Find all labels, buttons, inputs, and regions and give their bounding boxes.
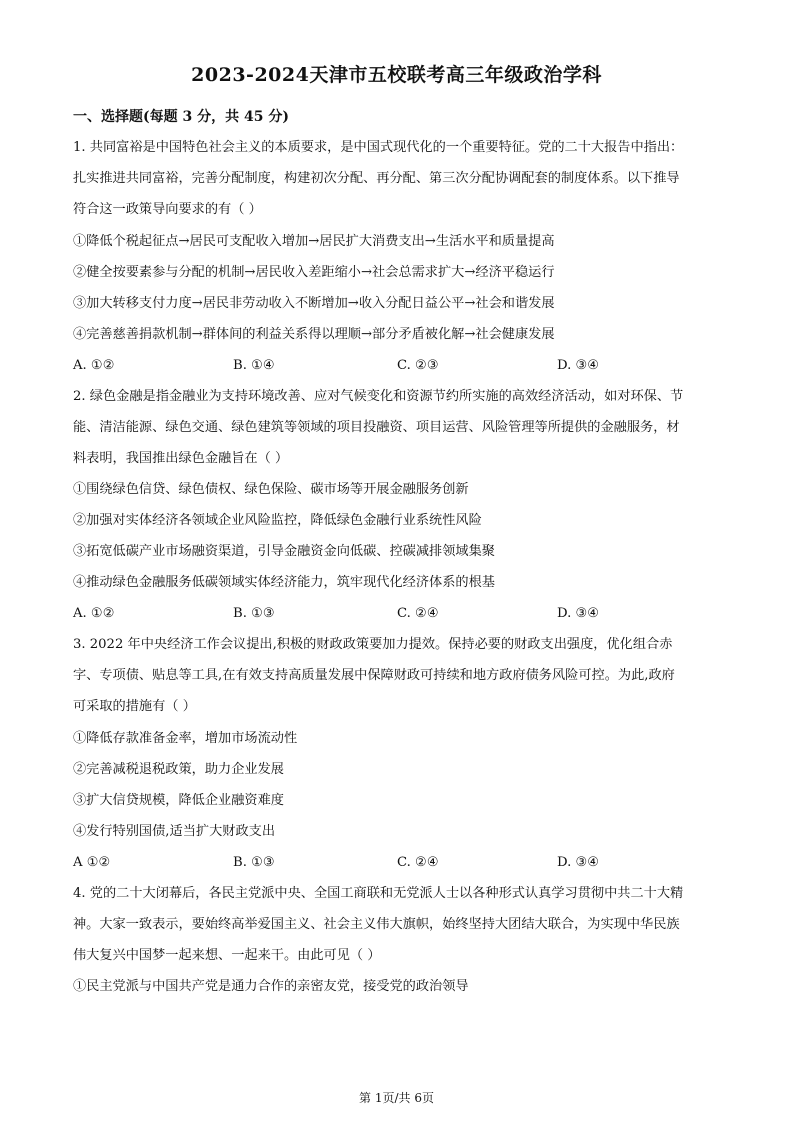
question-2-option-a: A. ①② <box>73 606 115 621</box>
question-3-option-c: C. ②④ <box>397 855 439 870</box>
question-1-stem-line-1: 1. 共同富裕是中国特色社会主义的本质要求，是中国式现代化的一个重要特征。党的二十大报告中指出： <box>73 140 684 155</box>
question-1-statement-4: ④完善慈善捐款机制→群体间的利益关系得以理顺→部分矛盾被化解→社会健康发展 <box>73 327 555 342</box>
question-3-option-b: B. ①③ <box>233 855 275 870</box>
question-3-option-d: D. ③④ <box>557 855 600 870</box>
question-2-option-b: B. ①③ <box>233 606 275 621</box>
question-2-stem-line-2: 能、清洁能源、绿色交通、绿色建筑等领域的项目投融资、项目运营、风险管理等所提供的金融服务，材 <box>73 420 680 435</box>
question-2-stem-line-1: 2. 绿色金融是指金融业为支持环境改善、应对气候变化和资源节约所实施的高效经济活动，如对环保、节 <box>73 389 684 404</box>
question-1-statement-2: ②健全按要素参与分配的机制→居民收入差距缩小→社会总需求扩大→经济平稳运行 <box>73 265 555 280</box>
page-title: 2023-2024天津市五校联考高三年级政治学科 <box>191 64 602 86</box>
question-3-stem-line-1: 3. 2022 年中央经济工作会议提出,积极的财政政策要加力提效。保持必要的财政支出强度，优化组合赤 <box>73 637 673 652</box>
question-2-statement-4: ④推动绿色金融服务低碳领域实体经济能力，筑牢现代化经济体系的根基 <box>73 575 495 590</box>
question-2-option-c: C. ②④ <box>397 606 439 621</box>
question-1-statement-3: ③加大转移支付力度→居民非劳动收入不断增加→收入分配日益公平→社会和谐发展 <box>73 296 555 311</box>
page-footer: 第 1页/共 6页 <box>359 1091 434 1105</box>
question-2-statement-2: ②加强对实体经济各领域企业风险监控，降低绿色金融行业系统性风险 <box>73 513 482 528</box>
question-4-statement-1: ①民主党派与中国共产党是通力合作的亲密友党，接受党的政治领导 <box>73 979 469 994</box>
question-3-statement-1: ①降低存款准备金率，增加市场流动性 <box>73 731 298 746</box>
question-2-statement-3: ③拓宽低碳产业市场融资渠道，引导金融资金向低碳、控碳减排领域集聚 <box>73 544 495 559</box>
section-heading: 一、选择题(每题 3 分，共 45 分) <box>73 109 289 125</box>
question-4-stem-line-2: 神。大家一致表示，要始终高举爱国主义、社会主义伟大旗帜，始终坚持大团结大联合，为实现中华民族 <box>73 917 680 932</box>
question-2-statement-1: ①围绕绿色信贷、绿色债权、绿色保险、碳市场等开展金融服务创新 <box>73 482 469 497</box>
question-2-option-d: D. ③④ <box>557 606 600 621</box>
question-1-stem-line-2: 扎实推进共同富裕，完善分配制度，构建初次分配、再分配、第三次分配协调配套的制度体系。以下推导 <box>73 171 680 186</box>
question-1-option-a: A. ①② <box>73 358 115 373</box>
question-1-option-d: D. ③④ <box>557 358 600 373</box>
question-1-statement-1: ①降低个税起征点→居民可支配收入增加→居民扩大消费支出→生活水平和质量提高 <box>73 234 555 249</box>
question-3-statement-2: ②完善减税退税政策，助力企业发展 <box>73 762 284 777</box>
question-3-statement-4: ④发行特别国债,适当扩大财政支出 <box>73 824 276 839</box>
question-1-option-c: C. ②③ <box>397 358 439 373</box>
question-1-option-b: B. ①④ <box>233 358 275 373</box>
question-3-option-a: A ①② <box>73 855 111 870</box>
question-4-stem-line-3: 伟大复兴中国梦一起来想、一起来干。由此可见（ ） <box>73 948 381 963</box>
question-3-statement-3: ③扩大信贷规模，降低企业融资难度 <box>73 793 284 808</box>
question-4-stem-line-1: 4. 党的二十大闭幕后，各民主党派中央、全国工商联和无党派人士以各种形式认真学习贯彻中共二十大精 <box>73 886 684 901</box>
question-3-stem-line-2: 字、专项债、贴息等工具,在有效支持高质量发展中保障财政可持续和地方政府债务风险可控。为此,政府 <box>73 668 675 683</box>
question-3-stem-line-3: 可采取的措施有（ ） <box>73 699 196 714</box>
question-1-stem-line-3: 符合这一政策导向要求的有（ ） <box>73 202 262 217</box>
question-2-stem-line-3: 料表明，我国推出绿色金融旨在（ ） <box>73 451 289 466</box>
